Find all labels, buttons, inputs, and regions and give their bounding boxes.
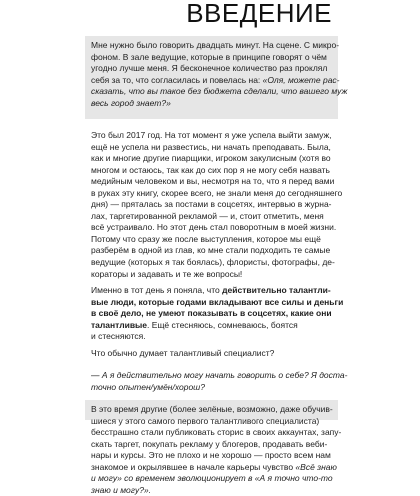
- text-line: и стесняются.: [91, 331, 146, 342]
- text-line: и могу» со временем эволюционирует в «А я точно что-то: [91, 473, 333, 484]
- text-line: всё устраивало. Но этот день стал поворотным в моей жизни.: [91, 222, 337, 233]
- text-line: как и многие другие пиарщики, игроком закулисным (хотя во: [91, 153, 331, 164]
- text-line: Именно в тот день я поняла, что действительно талантли-: [91, 285, 331, 295]
- text-line: Потому что сразу же после выступления, которое мы ещё: [91, 233, 321, 244]
- text-line: ведущие (которых я так боялась), флористы, фотографы, де-: [91, 257, 335, 268]
- text-line: талантливые. Ещё стесняюсь, сомневаюсь, боятся: [91, 319, 298, 330]
- text-line: лах, таргетированной рекламой — и, стоит отметить, меня: [91, 210, 324, 221]
- text-line: знаю и могу?».: [91, 484, 152, 495]
- text-line: точно опытен/умён/хорош?: [91, 381, 205, 392]
- text-line: фоном. В зале ведущие, которые в принципе говорят о чём: [91, 51, 327, 62]
- paragraph-intro: [91, 40, 348, 109]
- text-line: бесстрашно стали публиковать сторис в своих аккаунтах, запу-: [91, 427, 342, 438]
- text-line: — А я действительно могу начать говорить о себе? Я доста-: [91, 370, 348, 380]
- paragraph-2017: [91, 130, 343, 280]
- text-line: кораторы и задавать и те же вопросы!: [91, 268, 243, 279]
- text-line: Мне нужно было говорить двадцать минут. На сцене. С микро-: [91, 40, 340, 50]
- text-line: скать таргет, покупать рекламу у блогеров, продавать веби-: [91, 438, 328, 449]
- paragraph-question: [91, 348, 332, 360]
- text-line: дня) — пряталась за постами в соцсетях, интервью в журна-: [91, 199, 332, 210]
- text-line: сказать, что вы такое без бюджета сделали, что вашего муж: [91, 86, 348, 97]
- text-line: Что обычно думает талантливый специалист?: [91, 348, 275, 358]
- text-line: многом и остаюсь, так как до сих пор я не могу себя назвать: [91, 164, 330, 175]
- text-line: знакомое и окрылявшее в начале карьеры чувство «Всё знаю: [91, 461, 337, 472]
- text-line: себя за то, что согласилась и повелась на: «Оля, можете рас-: [91, 74, 340, 85]
- text-line: Это был 2017 год. На тот момент я уже успела выйти замуж,: [91, 130, 332, 140]
- text-line: вые люди, которые годами вкладывают все силы и деньги: [91, 296, 344, 307]
- paragraph-others: [91, 404, 342, 496]
- text-line: разберём в одной из глав, ко мне стали подходить те самые: [91, 245, 331, 256]
- paragraph-specialist-doubt: [91, 370, 348, 393]
- paragraph-realization: [91, 285, 344, 343]
- text-line: В это время другие (более зелёные, возможно, даже обучив-: [91, 404, 333, 414]
- text-line: шиеся у этого самого первого талантливого специалиста): [91, 415, 320, 426]
- text-line: медийным человеком и вы, несмотря на то, что я перед вами: [91, 176, 335, 187]
- text-line: в своё дело, не умеют показывать в соцсетях, какие они: [91, 308, 332, 319]
- chapter-heading: ВВЕДЕНИЕ: [186, 0, 332, 28]
- text-line: в руках эту книгу, скорее всего, не знали меня до сегодняшнего: [91, 187, 343, 198]
- text-line: весь город знает?»: [91, 97, 171, 108]
- text-line: нары и курсы. Это не плохо и не хорошо — просто всем нам: [91, 450, 331, 461]
- text-line: ещё не успела ни развестись, ни начать преподавать. Была,: [91, 141, 331, 152]
- text-line: угодно лучше меня. Я бесконечное количество раз проклял: [91, 63, 328, 74]
